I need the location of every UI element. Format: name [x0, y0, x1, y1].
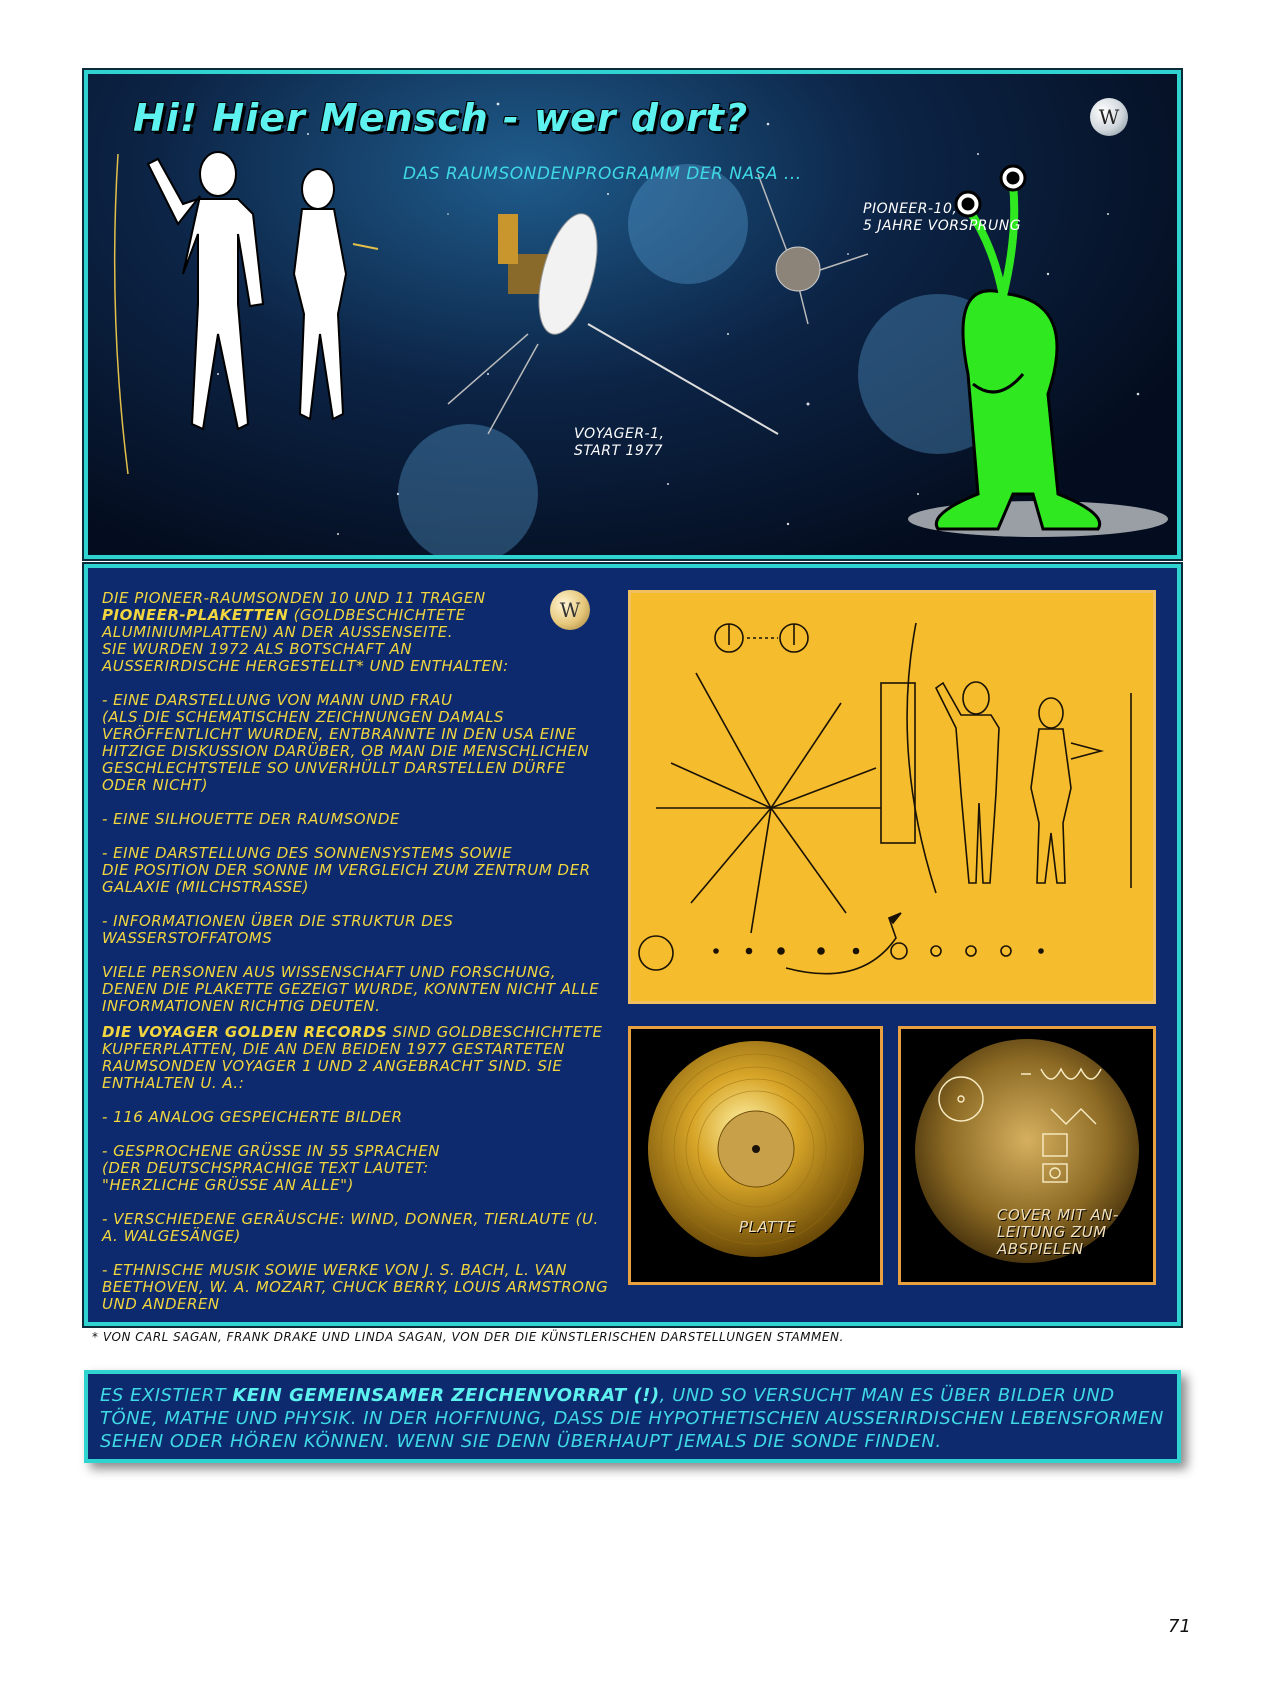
pioneer-item-solar-system: - EINE DARSTELLUNG DES SONNENSYSTEMS SOWIE DIE POSITION DER SONNE IM VERGLEICH ZUM ZENTRUM DER GALAXIE (MILCHSTRASSE)	[102, 844, 591, 896]
pioneer-spacecraft-illustration	[758, 174, 868, 324]
record-cover-image	[898, 1026, 1156, 1285]
voyager-intro-rest: SIND GOLDBESCHICHTETE KUPFERPLATTEN, DIE AN DEN BEIDEN 1977 GESTARTETEN RAUMSONDEN VOYAGER 1 UND 2 ANGEBRACHT SIND. SIE ENTHALTEN U. A.:	[102, 1023, 603, 1092]
wikipedia-globe-icon[interactable]: W	[550, 590, 590, 630]
pioneer-caption: PIONEER-10, 5 JAHRE VORSPRUNG	[863, 201, 1022, 234]
starfield-background	[88, 74, 1177, 555]
cover-caption: COVER MIT AN- LEITUNG ZUM ABSPIELEN	[997, 1206, 1119, 1258]
pioneer-closing: VIELE PERSONEN AUS WISSENSCHAFT UND FORSCHUNG, DENEN DIE PLAKETTE GEZEIGT WURDE, KONNTEN NICHT ALLE INFORMATIONEN RICHTIG DEUTEN.	[102, 963, 600, 1015]
voyager-item-greetings: - GESPROCHENE GRÜSSE IN 55 SPRACHEN (DER DEUTSCHSPRACHIGE TEXT LAUTET: "HERZLICHE GRÜSSE AN ALLE")	[102, 1142, 441, 1194]
voyager-record-text	[102, 1024, 612, 1330]
pioneer-plaque-image	[628, 590, 1156, 1004]
page-subtitle: DAS RAUMSONDENPROGRAMM DER NASA ...	[403, 164, 802, 184]
pioneer-intro-2: (GOLDBESCHICHTETE ALUMINIUMPLATTEN) AN DER AUSSENSEITE. SIE WURDEN 1972 ALS BOTSCHAFT AN AUSSERIRDISCHE HERGESTELLT* UND ENTHALTEN:	[102, 606, 509, 675]
plaque-man-drawing	[936, 682, 999, 883]
record-caption: PLATTE	[739, 1218, 797, 1236]
voyager-caption: VOYAGER-1, START 1977	[574, 426, 665, 459]
pioneer-item-silhouette: - EINE SILHOUETTE DER RAUMSONDE	[102, 810, 400, 828]
conclusion-text-2: , UND SO VERSUCHT MAN ES ÜBER BILDER UND TÖNE, MATHE UND PHYSIK. IN DER HOFFNUNG, DASS DIE HYPOTHETISCHEN AUSSERIRDISCHEN LEBENSFORMEN SEHEN ODER HÖREN KÖNNEN. WENN SIE DENN ÜBERHAUPT JEMALS DIE SONDE FINDEN.	[100, 1385, 1164, 1452]
voyager-item-music: - ETHNISCHE MUSIK SOWIE WERKE VON J. S. BACH, L. VAN BEETHOVEN, W. A. MOZART, CHUCK BERRY, LOUIS ARMSTRONG UND ANDEREN	[102, 1261, 609, 1313]
pioneer-plaque-text	[102, 590, 612, 1032]
voyager-item-sounds: - VERSCHIEDENE GERÄUSCHE: WIND, DONNER, TIERLAUTE (U. A. WALGESÄNGE)	[102, 1210, 599, 1245]
voyager-intro-bold: DIE VOYAGER GOLDEN RECORDS	[102, 1023, 388, 1041]
conclusion-box	[84, 1370, 1181, 1463]
top-comic-panel	[84, 70, 1181, 559]
conclusion-text-bold: KEIN GEMEINSAMER ZEICHENVORRAT (!)	[232, 1385, 660, 1406]
plaque-woman-drawing	[1031, 698, 1071, 883]
pulsar-map-drawing	[656, 673, 881, 933]
info-panel	[84, 564, 1181, 1326]
footnote: * VON CARL SAGAN, FRANK DRAKE UND LINDA SAGAN, VON DER DIE KÜNSTLERISCHEN DARSTELLUNGEN STAMMEN.	[92, 1330, 844, 1344]
pioneer-item-hydrogen: - INFORMATIONEN ÜBER DIE STRUKTUR DES WASSERSTOFFATOMS	[102, 912, 454, 947]
page-title: Hi! Hier Mensch - wer dort?	[133, 96, 749, 140]
pioneer-intro-bold: PIONEER-PLAKETTEN	[102, 606, 289, 624]
page-number: 71	[1168, 1616, 1191, 1637]
pioneer-intro-1: DIE PIONEER-RAUMSONDEN 10 UND 11 TRAGEN	[102, 589, 486, 607]
wikipedia-globe-icon[interactable]: W	[1090, 98, 1128, 136]
voyager-item-images: - 116 ANALOG GESPEICHERTE BILDER	[102, 1108, 403, 1126]
human-figures-illustration	[115, 152, 378, 474]
conclusion-text-1: ES EXISTIERT	[100, 1385, 233, 1406]
golden-record-image	[628, 1026, 883, 1285]
pioneer-item-man-woman: - EINE DARSTELLUNG VON MANN UND FRAU (ALS DIE SCHEMATISCHEN ZEICHNUNGEN DAMALS VERÖFFENTLICHT WURDEN, ENTBRANNTE IN DEN USA EINE HITZIGE DISKUSSION DARÜBER, OB MAN DIE MENSCHLICHEN GESCHLECHTSTEILE SO UNVERHÜLLT DARSTELLEN DÜRFE ODER NICHT)	[102, 691, 590, 794]
